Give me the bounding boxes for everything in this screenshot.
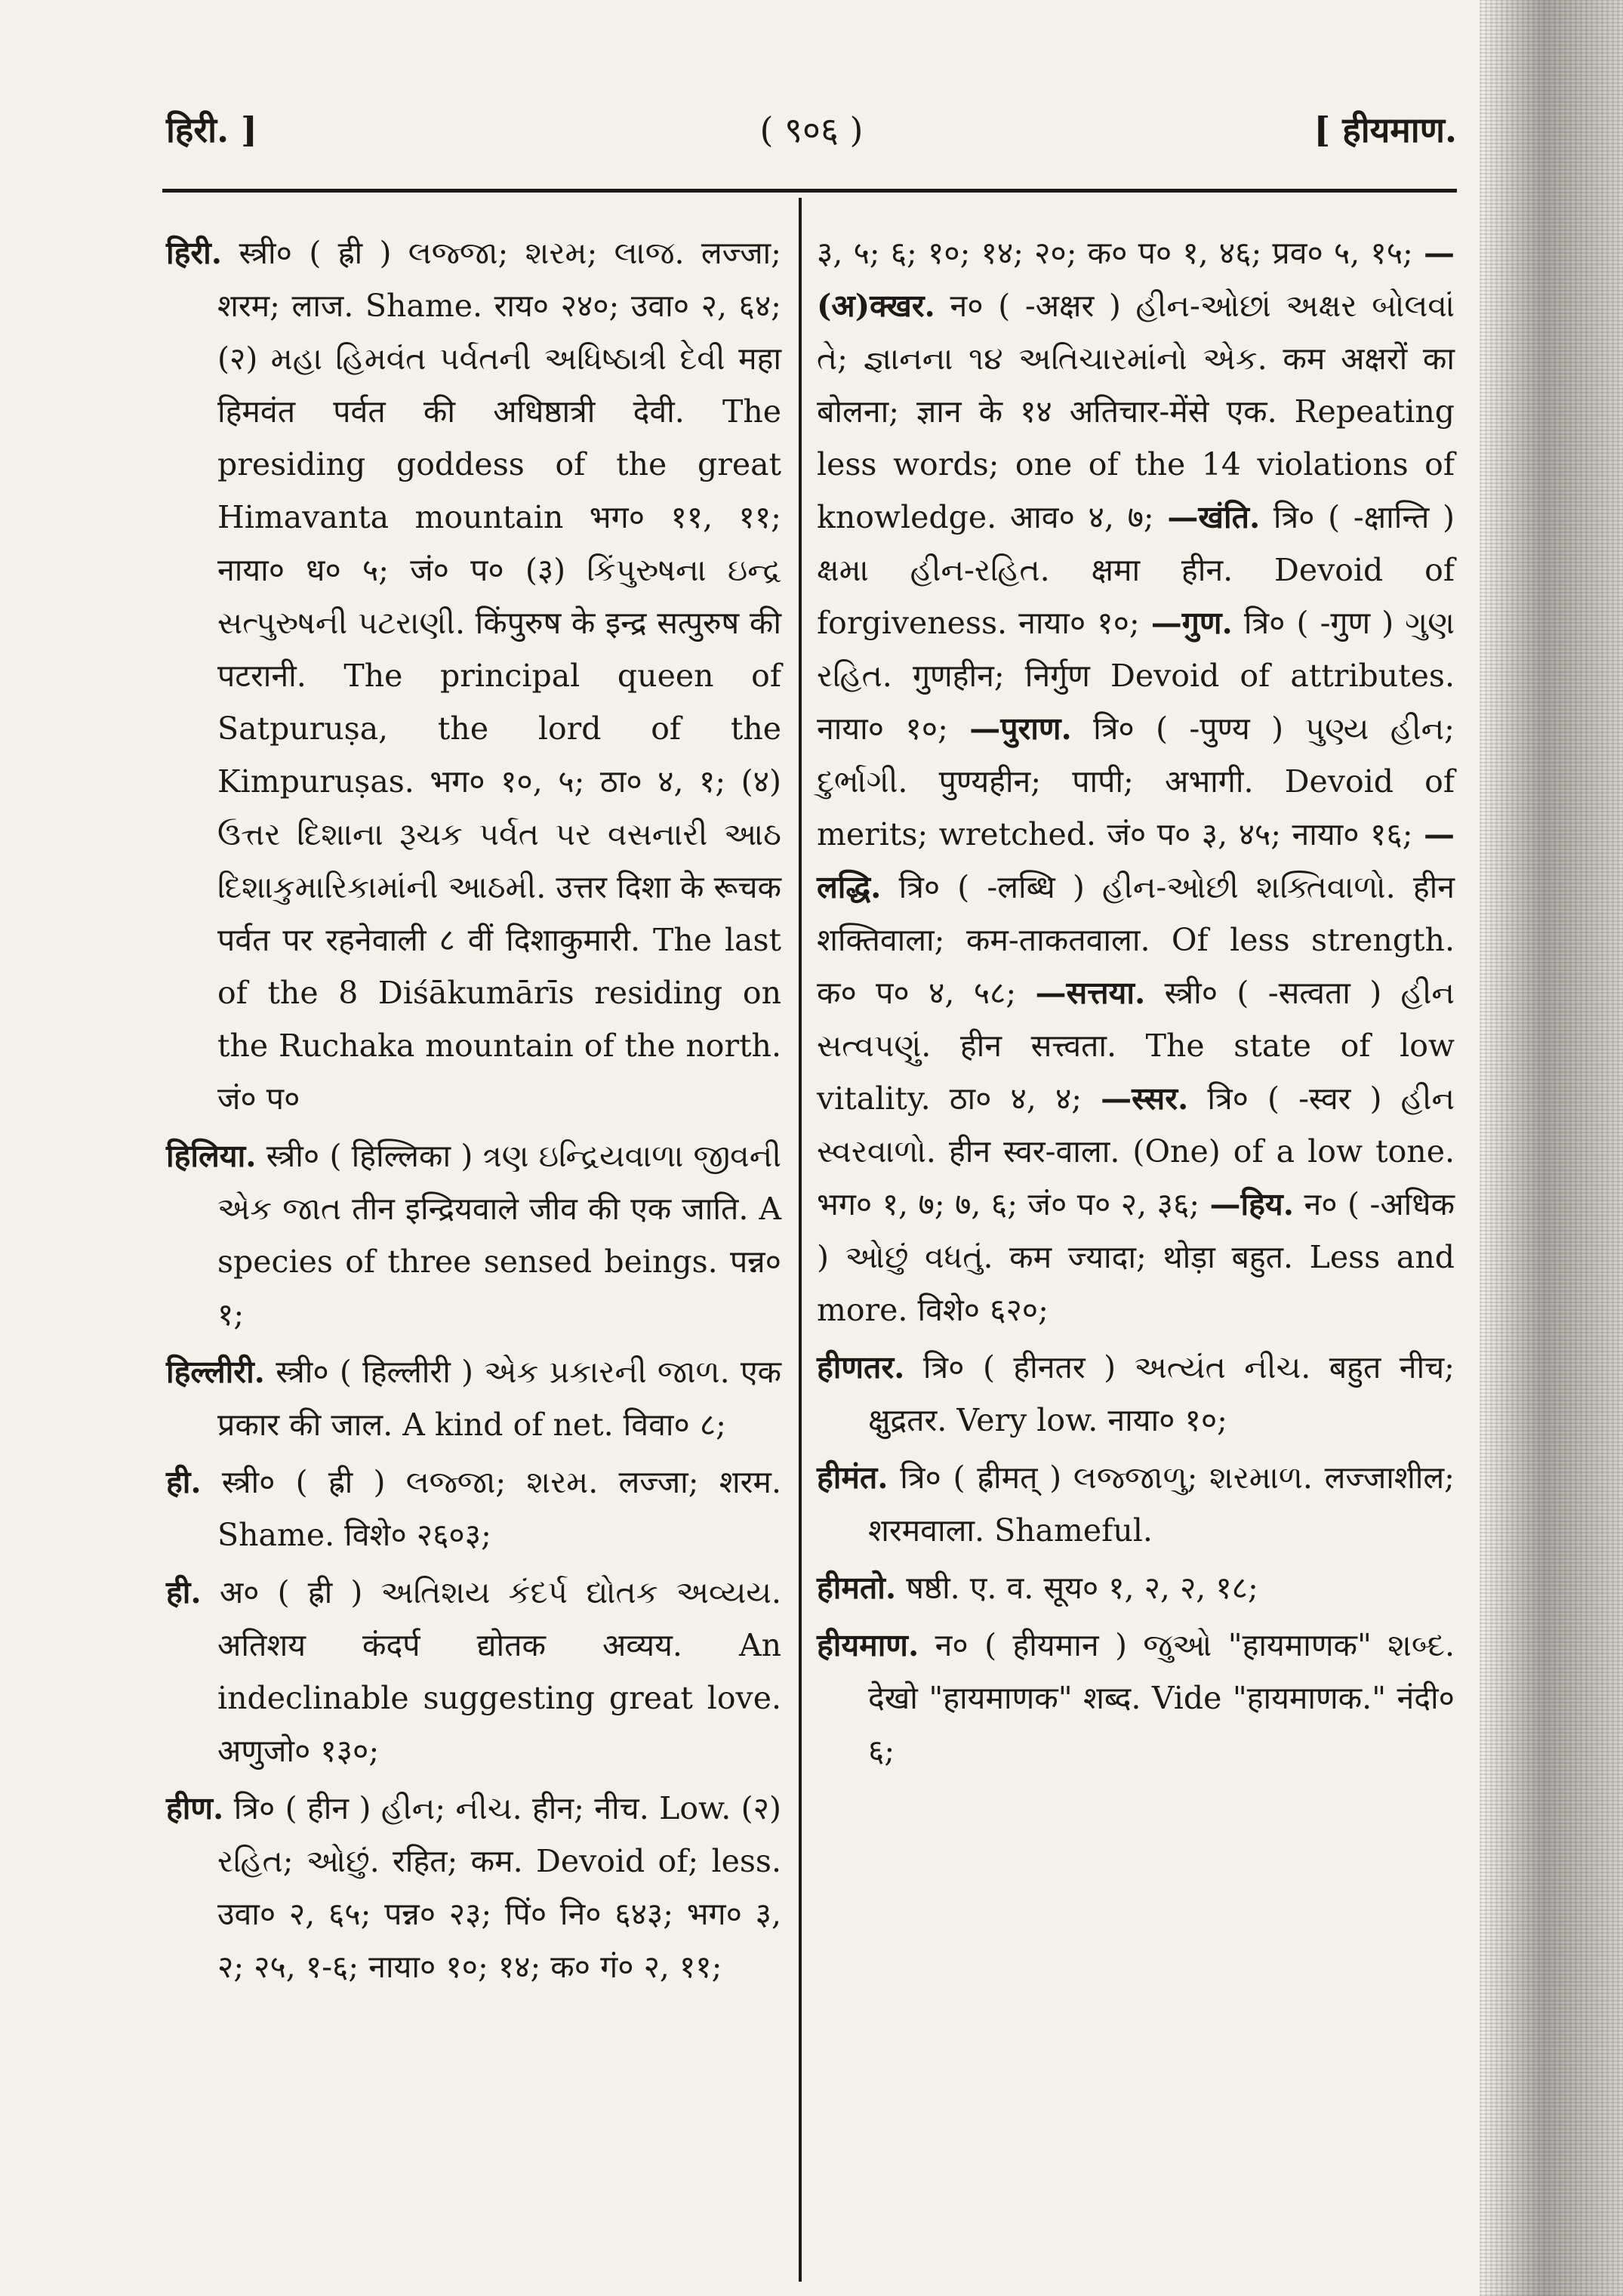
subentry-headword: —स्सर.	[1101, 1080, 1189, 1117]
dictionary-entry	[166, 1566, 781, 1777]
dictionary-entry	[817, 1341, 1455, 1447]
dictionary-entry	[166, 1130, 781, 1341]
page-number: ( ९०६ )	[759, 109, 864, 150]
entry-headword: हीयमाण.	[817, 1627, 919, 1663]
entry-definition: स्त्री० ( हिल्लीरी ) એક પ્રકારની જાળ. एक प्रकार की जाल. A kind of net. विवा० ८;	[217, 1354, 781, 1443]
subentry-headword: —लद्धि.	[817, 816, 1455, 905]
subentry-headword: —खंति.	[1167, 499, 1261, 535]
entry-definition: त्रि० ( हीनतर ) અત્યંત નીચ. बहुत नीच; क्षुद्रतर. Very low. नाया० १०;	[868, 1349, 1455, 1438]
entry-headword: ही.	[166, 1464, 202, 1500]
subentry-definition: त्रि० ( -लब्धि ) હીન-ઓછી શક્તિવાળો. हीन शक्तिवाला; कम-ताकतवाला. Of less strength. क० प० ४, ५८;	[817, 869, 1455, 1011]
entry-headword: हीमतो.	[817, 1570, 897, 1606]
subentry-definition: स्त्री० ( -सत्वता ) હીન સત્વપણું. हीन सत्त्वता. The state of low vitality. ठा० ४, ४;	[817, 975, 1455, 1117]
left-column	[166, 227, 781, 1998]
subentry-headword: —(अ)क्खर.	[817, 235, 1455, 324]
dictionary-entry-continued	[817, 227, 1455, 1336]
page-edge-shadow	[1480, 0, 1623, 2296]
dictionary-entry	[817, 1619, 1455, 1777]
entry-definition: षष्ठी. ए. व. सूय० १, २, २, १८;	[906, 1570, 1258, 1606]
subentry-definition: त्रि० ( -स्वर ) હીન સ્વરવાળો. हीन स्वर-वाला. (One) of a low tone. भग० १, ७; ७, ६; जं० प० २, ३६;	[817, 1080, 1455, 1222]
entry-headword: हिरी.	[166, 235, 223, 271]
subentry-headword: —पुराण.	[969, 710, 1072, 747]
dictionary-entry	[166, 1456, 781, 1561]
subentry-definition: त्रि० ( -क्षान्ति ) ક્ષમા હીન-રહિત. क्षमा हीन. Devoid of forgiveness. नाया० १०;	[817, 499, 1455, 641]
header-left-guideword: हिरी. ]	[166, 109, 257, 150]
subentry-definition: त्रि० ( -पुण्य ) પુણ્ય હીન; દુર્ભાગી. पुण्यहीन; पापी; अभागी. Devoid of merits; wretched. जं० प० ३, ४५; नाया० १६;	[817, 710, 1455, 852]
entry-definition: अ० ( ह्री ) અતિશય કંદર્પ દ્યોતક અવ્યય. अतिशय कंदर्प द्योतक अव्यय. An indeclinable suggesting great love. अणुजो० १३०;	[217, 1574, 781, 1769]
dictionary-entry	[817, 1451, 1455, 1557]
page-header	[166, 106, 1457, 159]
entry-definition: त्रि० ( ह्रीमत् ) લજ્જાળુ; શરમાળ. लज्जाशील; शरमवाला. Shameful.	[868, 1459, 1455, 1549]
entry-headword: ही.	[166, 1574, 202, 1610]
entry-definition: न० ( हीयमान ) જુઓ "हायमाणक" શબ્દ. देखो "हायमाणक" शब्द. Vide "हायमाणक." नंदी० ६;	[868, 1627, 1455, 1769]
entry-definition: त्रि० ( हीन ) હીન; નીચ. हीन; नीच. Low. (२) રહિત; ઓછું. रहित; कम. Devoid of; less. उवा० २, ६५; पन्न० २३; पिं० नि० ६४३; भग० ३, २; २५, १-६; नाया० १०; १४; क० गं० २, ११;	[217, 1790, 781, 1985]
column-divider	[799, 198, 802, 2282]
dictionary-entry	[166, 227, 781, 1125]
right-column	[817, 227, 1455, 1782]
subentry-headword: —सत्तया.	[1035, 975, 1146, 1011]
header-rule	[162, 189, 1457, 193]
subentry-headword: —हिय.	[1209, 1186, 1294, 1222]
subentry-definition: न० ( -अधिक ) ઓછું વધતું. कम ज्यादा; थोड़ा बहुत. Less and more. विशे० ६२०;	[817, 1186, 1455, 1328]
entry-headword: हिल्लीरी.	[166, 1354, 265, 1390]
subentry-definition: न० ( -अक्षर ) હીન-ઓછાં અક્ષર બોલવાં તે; જ્ઞાનના ૧૪ અતિચારમાંનો એક. कम अक्षरों का बोलना; ज्ञान के १४ अतिचार-मेंसे एक. Repeating less words; one of the 14 violations of knowledge. आव० ४, ७;	[817, 288, 1455, 535]
entry-headword: हिलिया.	[166, 1138, 257, 1174]
entry-definition: स्त्री० ( ह्री ) લજ્જા; શરમ. लज्जा; शरम. Shame. विशे० २६०३;	[217, 1464, 781, 1553]
entry-definition: स्त्री० ( हिल्लिका ) ત્રણ ઇન્દ્રિયવાળા જીવની એક જાત तीन इन्द्रियवाले जीव की एक जाति. A species of three sensed beings. पन्न० १;	[217, 1138, 781, 1333]
dictionary-entry	[166, 1782, 781, 1993]
entry-headword: हीमंत.	[817, 1459, 888, 1496]
entry-definition: ३, ५; ६; १०; १४; २०; क० प० १, ४६; प्रव० ५, १५;	[817, 235, 1413, 271]
subentry-definition: त्रि० ( -गुण ) ગુણ રહિત. गुणहीन; निर्गुण Devoid of attributes. नाया० १०;	[817, 605, 1455, 747]
dictionary-entry	[166, 1345, 781, 1451]
entry-definition: स्त्री० ( ह्री ) લજ્જા; શરમ; લાજ. लज्जा; शरम; लाज. Shame. राय० २४०; उवा० २, ६४; (२) મહા હિમવંત પર્વતની અધિષ્ઠાત્રી દેવી महा हिमवंत पर्वत की अधिष्ठात्री देवी. The presiding goddess of the great Himavanta mountain भग० ११, ११; नाया० ध० ५; जं० प० (३) કિંપુરુષના ઇન્દ્ર સત્પુરુષની પટરાણી. किंपुरुष के इन्द्र सत्पुरुष की पटरानी. The principal queen of Satpuruṣa, the lord of the Kimpuruṣas. भग० १०, ५; ठा० ४, १; (४) ઉત્તર દિશાના રૂચક પર્વત પર વસનારી આઠ દિશાકુમારિકામાંની આઠમી. उत्तर दिशा के रूचक पर्वत पर रहनेवाली ८ वीं दिशाकुमारी. The last of the 8 Diśākumārīs residing on the Ruchaka mountain of the north. जं० प०	[217, 235, 781, 1117]
entry-headword: हीणतर.	[817, 1349, 905, 1385]
entry-headword: हीण.	[166, 1790, 224, 1826]
dictionary-entry	[817, 1561, 1455, 1614]
subentry-headword: —गुण.	[1150, 605, 1233, 641]
header-right-guideword: [ हीयमाण.	[1313, 109, 1457, 150]
